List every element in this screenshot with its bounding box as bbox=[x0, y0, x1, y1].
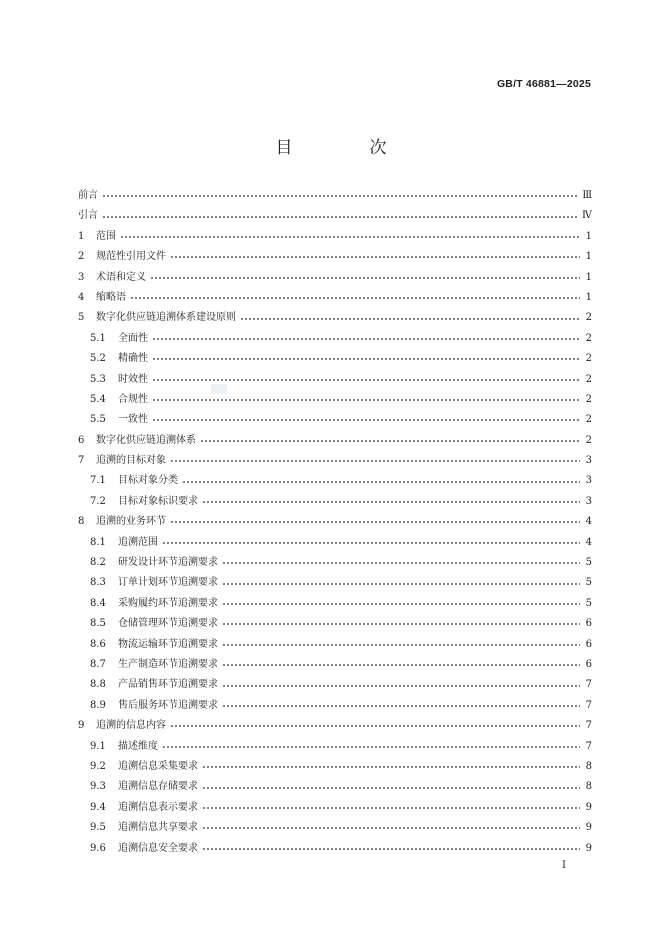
toc-entry-page: 5 bbox=[585, 557, 592, 569]
toc-entry-label: 全面性 bbox=[118, 332, 148, 344]
toc-entry-page: 3 bbox=[585, 495, 592, 507]
toc-dot-leader bbox=[152, 335, 580, 343]
toc-entry-page: 2 bbox=[585, 353, 592, 365]
toc-entry-page: 2 bbox=[585, 393, 592, 405]
toc-entry[interactable] bbox=[78, 614, 592, 634]
toc-entry[interactable] bbox=[78, 247, 592, 267]
toc-entry-label: 追溯信息共享要求 bbox=[118, 822, 198, 834]
toc-entry-number: 9 bbox=[78, 720, 85, 732]
toc-entry-page: 9 bbox=[585, 801, 592, 813]
toc-dot-leader bbox=[222, 580, 580, 588]
toc-entry-page: 7 bbox=[585, 720, 592, 732]
toc-entry-number: 2 bbox=[78, 251, 85, 263]
toc-entry-page: 1 bbox=[585, 230, 592, 242]
toc-entry[interactable] bbox=[78, 206, 592, 226]
toc-entry-number: 5.5 bbox=[90, 414, 106, 426]
toc-dot-leader bbox=[222, 661, 580, 669]
toc-dot-leader bbox=[170, 253, 580, 261]
toc-entry-label: 追溯信息安全要求 bbox=[118, 842, 198, 854]
table-of-contents bbox=[78, 186, 592, 859]
toc-entry[interactable] bbox=[78, 777, 592, 797]
toc-dot-leader bbox=[222, 641, 580, 649]
toc-entry-number: 9.3 bbox=[90, 781, 106, 793]
toc-dot-leader bbox=[120, 233, 580, 241]
toc-entry[interactable] bbox=[78, 370, 592, 390]
toc-dot-leader bbox=[170, 722, 580, 730]
page-number: I bbox=[562, 860, 566, 871]
toc-entry-number: 5.2 bbox=[90, 353, 106, 365]
toc-entry-page: 8 bbox=[585, 781, 592, 793]
toc-entry-page: 6 bbox=[585, 658, 592, 670]
toc-entry-label: 研发设计环节追溯要求 bbox=[118, 557, 218, 569]
toc-dot-leader bbox=[222, 682, 580, 690]
toc-entry-page: 4 bbox=[585, 536, 592, 548]
toc-entry-page: 7 bbox=[585, 699, 592, 711]
toc-entry-page: 3 bbox=[585, 455, 592, 467]
toc-dot-leader bbox=[222, 600, 580, 608]
toc-entry[interactable] bbox=[78, 471, 592, 491]
toc-entry-label: 生产制造环节追溯要求 bbox=[118, 658, 218, 670]
toc-entry-page: 2 bbox=[585, 312, 592, 324]
toc-entry[interactable] bbox=[78, 227, 592, 247]
toc-entry[interactable] bbox=[78, 431, 592, 451]
watermark-stamp bbox=[211, 384, 227, 394]
toc-entry-number: 7 bbox=[78, 455, 85, 467]
toc-entry[interactable] bbox=[78, 675, 592, 695]
toc-entry-label: 订单计划环节追溯要求 bbox=[118, 577, 218, 589]
toc-dot-leader bbox=[222, 702, 580, 710]
toc-entry-number: 9.5 bbox=[90, 822, 106, 834]
toc-dot-leader bbox=[200, 437, 580, 445]
toc-entry-number: 8.9 bbox=[90, 699, 106, 711]
toc-entry-page: 8 bbox=[585, 760, 592, 772]
toc-entry[interactable] bbox=[78, 737, 592, 757]
toc-entry-label: 术语和定义 bbox=[96, 271, 146, 283]
toc-dot-leader bbox=[222, 559, 580, 567]
toc-entry-page: 6 bbox=[585, 618, 592, 630]
toc-entry[interactable] bbox=[78, 349, 592, 369]
toc-entry-number: 5.4 bbox=[90, 393, 106, 405]
toc-entry-label: 数字化供应链追溯体系 bbox=[96, 434, 196, 446]
toc-entry-label: 追溯的信息内容 bbox=[96, 720, 166, 732]
toc-entry-page: 9 bbox=[585, 822, 592, 834]
toc-entry-page: Ⅳ bbox=[582, 210, 592, 222]
toc-dot-leader bbox=[202, 804, 580, 812]
toc-entry-label: 物流运输环节追溯要求 bbox=[118, 638, 218, 650]
document-code: GB/T 46881—2025 bbox=[496, 78, 591, 90]
toc-entry[interactable] bbox=[78, 798, 592, 818]
toc-entry[interactable] bbox=[78, 594, 592, 614]
toc-entry-page: 6 bbox=[585, 638, 592, 650]
toc-entry[interactable] bbox=[78, 839, 592, 859]
toc-entry-number: 8.6 bbox=[90, 638, 106, 650]
toc-entry[interactable] bbox=[78, 268, 592, 288]
toc-dot-leader bbox=[150, 274, 580, 282]
toc-entry[interactable] bbox=[78, 451, 592, 471]
toc-entry-page: 7 bbox=[585, 740, 592, 752]
toc-entry-page: 4 bbox=[585, 516, 592, 528]
toc-entry-label: 追溯信息表示要求 bbox=[118, 801, 198, 813]
toc-dot-leader bbox=[202, 845, 580, 853]
toc-entry-number: 8.5 bbox=[90, 618, 106, 630]
toc-entry-page: 5 bbox=[585, 597, 592, 609]
toc-dot-leader bbox=[202, 824, 580, 832]
toc-entry-label: 仓储管理环节追溯要求 bbox=[118, 618, 218, 630]
toc-entry[interactable] bbox=[78, 757, 592, 777]
toc-entry-number: 6 bbox=[78, 434, 85, 446]
toc-entry-page: 9 bbox=[585, 842, 592, 854]
toc-dot-leader bbox=[162, 539, 580, 547]
toc-entry-page: 7 bbox=[585, 679, 592, 691]
toc-entry-number: 4 bbox=[78, 291, 85, 303]
toc-entry[interactable] bbox=[78, 553, 592, 573]
toc-entry-number: 7.1 bbox=[90, 475, 106, 487]
toc-entry[interactable] bbox=[78, 390, 592, 410]
toc-entry-page: 1 bbox=[585, 291, 592, 303]
toc-entry[interactable] bbox=[78, 635, 592, 655]
toc-entry-number: 9.4 bbox=[90, 801, 106, 813]
toc-entry-number: 7.2 bbox=[90, 495, 106, 507]
toc-entry-number: 5.3 bbox=[90, 373, 106, 385]
toc-entry-page: 2 bbox=[585, 414, 592, 426]
toc-entry-label: 范围 bbox=[96, 230, 116, 242]
toc-entry-number: 8 bbox=[78, 516, 85, 528]
toc-entry-label: 缩略语 bbox=[96, 291, 126, 303]
toc-dot-leader bbox=[222, 620, 580, 628]
toc-entry-label: 前言 bbox=[78, 190, 98, 201]
toc-entry-number: 8.2 bbox=[90, 557, 106, 569]
toc-dot-leader bbox=[152, 376, 580, 384]
toc-entry-label: 追溯信息采集要求 bbox=[118, 760, 198, 772]
toc-entry-page: 1 bbox=[585, 271, 592, 283]
toc-entry-label: 追溯的目标对象 bbox=[96, 455, 166, 467]
toc-entry-number: 9.1 bbox=[90, 740, 106, 752]
toc-dot-leader bbox=[152, 396, 580, 404]
page-title: 目 次 bbox=[275, 138, 417, 158]
toc-dot-leader bbox=[130, 294, 580, 302]
toc-entry-label: 引言 bbox=[78, 210, 98, 222]
toc-entry-label: 追溯的业务环节 bbox=[96, 516, 166, 528]
toc-dot-leader bbox=[202, 498, 580, 506]
toc-entry[interactable] bbox=[78, 329, 592, 349]
toc-entry-page: 3 bbox=[585, 475, 592, 487]
toc-entry-number: 9.2 bbox=[90, 760, 106, 772]
toc-dot-leader bbox=[152, 416, 580, 424]
toc-entry[interactable] bbox=[78, 818, 592, 838]
toc-entry[interactable] bbox=[78, 655, 592, 675]
toc-entry[interactable] bbox=[78, 288, 592, 308]
toc-dot-leader bbox=[170, 518, 580, 526]
toc-dot-leader bbox=[102, 213, 578, 221]
toc-dot-leader bbox=[202, 763, 580, 771]
toc-entry-label: 售后服务环节追溯要求 bbox=[118, 699, 218, 711]
toc-entry[interactable] bbox=[78, 308, 592, 328]
toc-entry-number: 8.4 bbox=[90, 597, 106, 609]
toc-entry-number: 8.1 bbox=[90, 536, 106, 548]
toc-entry-page: Ⅲ bbox=[582, 190, 592, 201]
toc-entry-label: 描述维度 bbox=[118, 740, 158, 752]
toc-entry-label: 采购履约环节追溯要求 bbox=[118, 597, 218, 609]
toc-entry[interactable] bbox=[78, 696, 592, 716]
toc-entry-number: 5 bbox=[78, 312, 85, 324]
toc-entry-label: 合规性 bbox=[118, 393, 148, 405]
toc-entry[interactable] bbox=[78, 716, 592, 736]
toc-dot-leader bbox=[202, 784, 580, 792]
toc-entry-label: 规范性引用文件 bbox=[96, 251, 166, 263]
toc-entry-label: 追溯信息存储要求 bbox=[118, 781, 198, 793]
toc-entry[interactable] bbox=[78, 186, 592, 206]
toc-entry[interactable] bbox=[78, 533, 592, 553]
toc-dot-leader bbox=[170, 457, 580, 465]
toc-dot-leader bbox=[102, 192, 578, 200]
toc-entry-number: 5.1 bbox=[90, 332, 106, 344]
toc-entry-page: 2 bbox=[585, 332, 592, 344]
toc-entry-label: 目标对象分类 bbox=[118, 475, 178, 487]
toc-entry[interactable] bbox=[78, 573, 592, 593]
toc-entry-label: 追溯范围 bbox=[118, 536, 158, 548]
toc-entry-page: 2 bbox=[585, 373, 592, 385]
toc-dot-leader bbox=[182, 478, 580, 486]
toc-entry[interactable] bbox=[78, 410, 592, 430]
toc-entry-label: 数字化供应链追溯体系建设原则 bbox=[96, 312, 236, 324]
toc-entry-page: 2 bbox=[585, 434, 592, 446]
toc-entry[interactable] bbox=[78, 512, 592, 532]
toc-dot-leader bbox=[152, 355, 580, 363]
toc-entry-label: 目标对象标识要求 bbox=[118, 495, 198, 507]
toc-entry-number: 8.3 bbox=[90, 577, 106, 589]
toc-entry-label: 产品销售环节追溯要求 bbox=[118, 679, 218, 691]
toc-entry[interactable] bbox=[78, 492, 592, 512]
toc-entry-page: 1 bbox=[585, 251, 592, 263]
toc-entry-number: 8.7 bbox=[90, 658, 106, 670]
toc-entry-page: 5 bbox=[585, 577, 592, 589]
toc-entry-number: 8.8 bbox=[90, 679, 106, 691]
toc-entry-label: 时效性 bbox=[118, 373, 148, 385]
toc-dot-leader bbox=[162, 743, 580, 751]
toc-entry-number: 1 bbox=[78, 230, 85, 242]
toc-entry-number: 9.6 bbox=[90, 842, 106, 854]
toc-entry-label: 精确性 bbox=[118, 353, 148, 365]
toc-dot-leader bbox=[240, 315, 580, 323]
toc-entry-number: 3 bbox=[78, 271, 85, 283]
toc-entry-label: 一致性 bbox=[118, 414, 148, 426]
